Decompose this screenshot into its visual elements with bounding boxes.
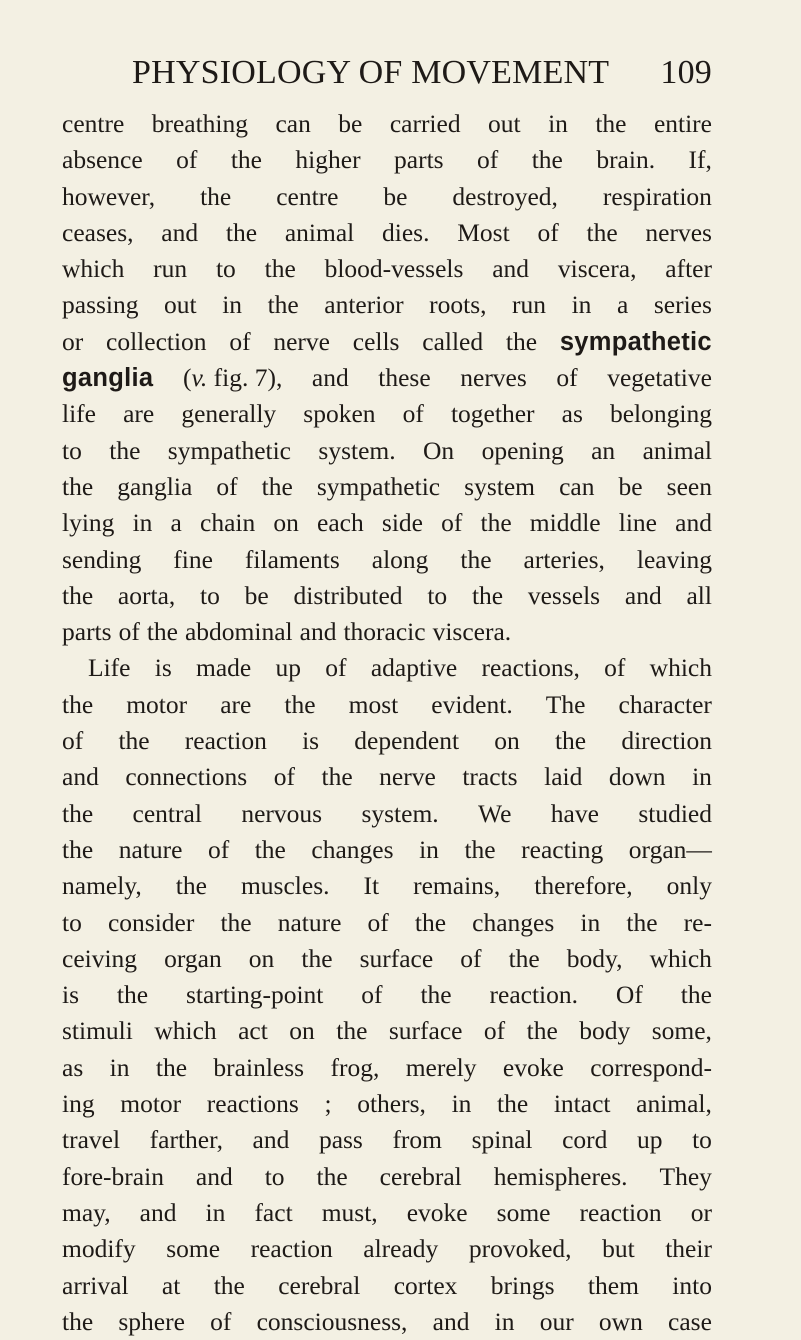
text-line: is the starting-point of the reaction. Of the	[62, 980, 712, 1010]
text-line: of the reaction is dependent on the direction	[62, 726, 712, 756]
text-line: arrival at the cerebral cortex brings them into	[62, 1270, 712, 1300]
text-line: to consider the nature of the changes in the re-	[62, 907, 712, 937]
text-line: the sphere of consciousness, and in our own case	[62, 1306, 712, 1336]
text-line: modify some reaction already provoked, but their	[62, 1234, 712, 1264]
page-number: 109	[660, 54, 712, 91]
text-line: stimuli which act on the surface of the body some,	[62, 1016, 712, 1046]
text-line: sending fine filaments along the arteries, leaving	[62, 544, 712, 574]
paragraph-start-line: Life is made up of adaptive reactions, of which	[88, 653, 712, 683]
text-line: ceases, and the animal dies. Most of the nerves	[62, 217, 712, 247]
text-line: however, the centre be destroyed, respiration	[62, 181, 712, 211]
text-line: absence of the higher parts of the brain. If,	[62, 145, 712, 175]
text-line: the aorta, to be distributed to the vessels and all	[62, 580, 712, 610]
text-line: ing motor reactions ; others, in the intact animal,	[62, 1089, 712, 1119]
text-line: centre breathing can be carried out in the entire	[62, 109, 712, 138]
text-line: the ganglia of the sympathetic system can be seen	[62, 471, 712, 501]
figure-reference: (v. fig. 7),	[182, 363, 283, 393]
text-line: fore-brain and to the cerebral hemispheres. They	[62, 1161, 712, 1191]
text-line: passing out in the anterior roots, run in a series	[62, 290, 712, 320]
text-line: ganglia (v. fig. 7), and these nerves of vegetative	[62, 360, 712, 396]
text-line: lying in a chain on each side of the middle line and	[62, 508, 712, 538]
text-line: as in the brainless frog, merely evoke correspond-	[62, 1052, 712, 1082]
text-line: or collection of nerve cells called the sympathetic	[62, 324, 712, 360]
text-line: which run to the blood-vessels and viscera, after	[62, 254, 712, 284]
body-text	[62, 106, 712, 1340]
running-title: PHYSIOLOGY OF MOVEMENT	[132, 54, 610, 91]
text-line: the motor are the most evident. The character	[62, 689, 712, 719]
text-line: namely, the muscles. It remains, therefore, only	[62, 871, 712, 901]
text-line: and connections of the nerve tracts laid down in	[62, 762, 712, 792]
text-line: travel farther, and pass from spinal cord up to	[62, 1125, 712, 1155]
text-line: ceiving organ on the surface of the body, which	[62, 943, 712, 973]
key-term: sympathetic	[559, 327, 712, 356]
text-line: may, and in fact must, evoke some reaction or	[62, 1197, 712, 1227]
text-line: to the sympathetic system. On opening an animal	[62, 435, 712, 465]
text-line: the nature of the changes in the reacting organ—	[62, 834, 712, 864]
key-term: ganglia	[62, 364, 154, 393]
running-head	[132, 50, 712, 96]
text-line: the central nervous system. We have studied	[62, 798, 712, 828]
text-line: parts of the abdominal and thoracic viscera.	[62, 617, 512, 647]
text-line: life are generally spoken of together as belonging	[62, 399, 712, 429]
